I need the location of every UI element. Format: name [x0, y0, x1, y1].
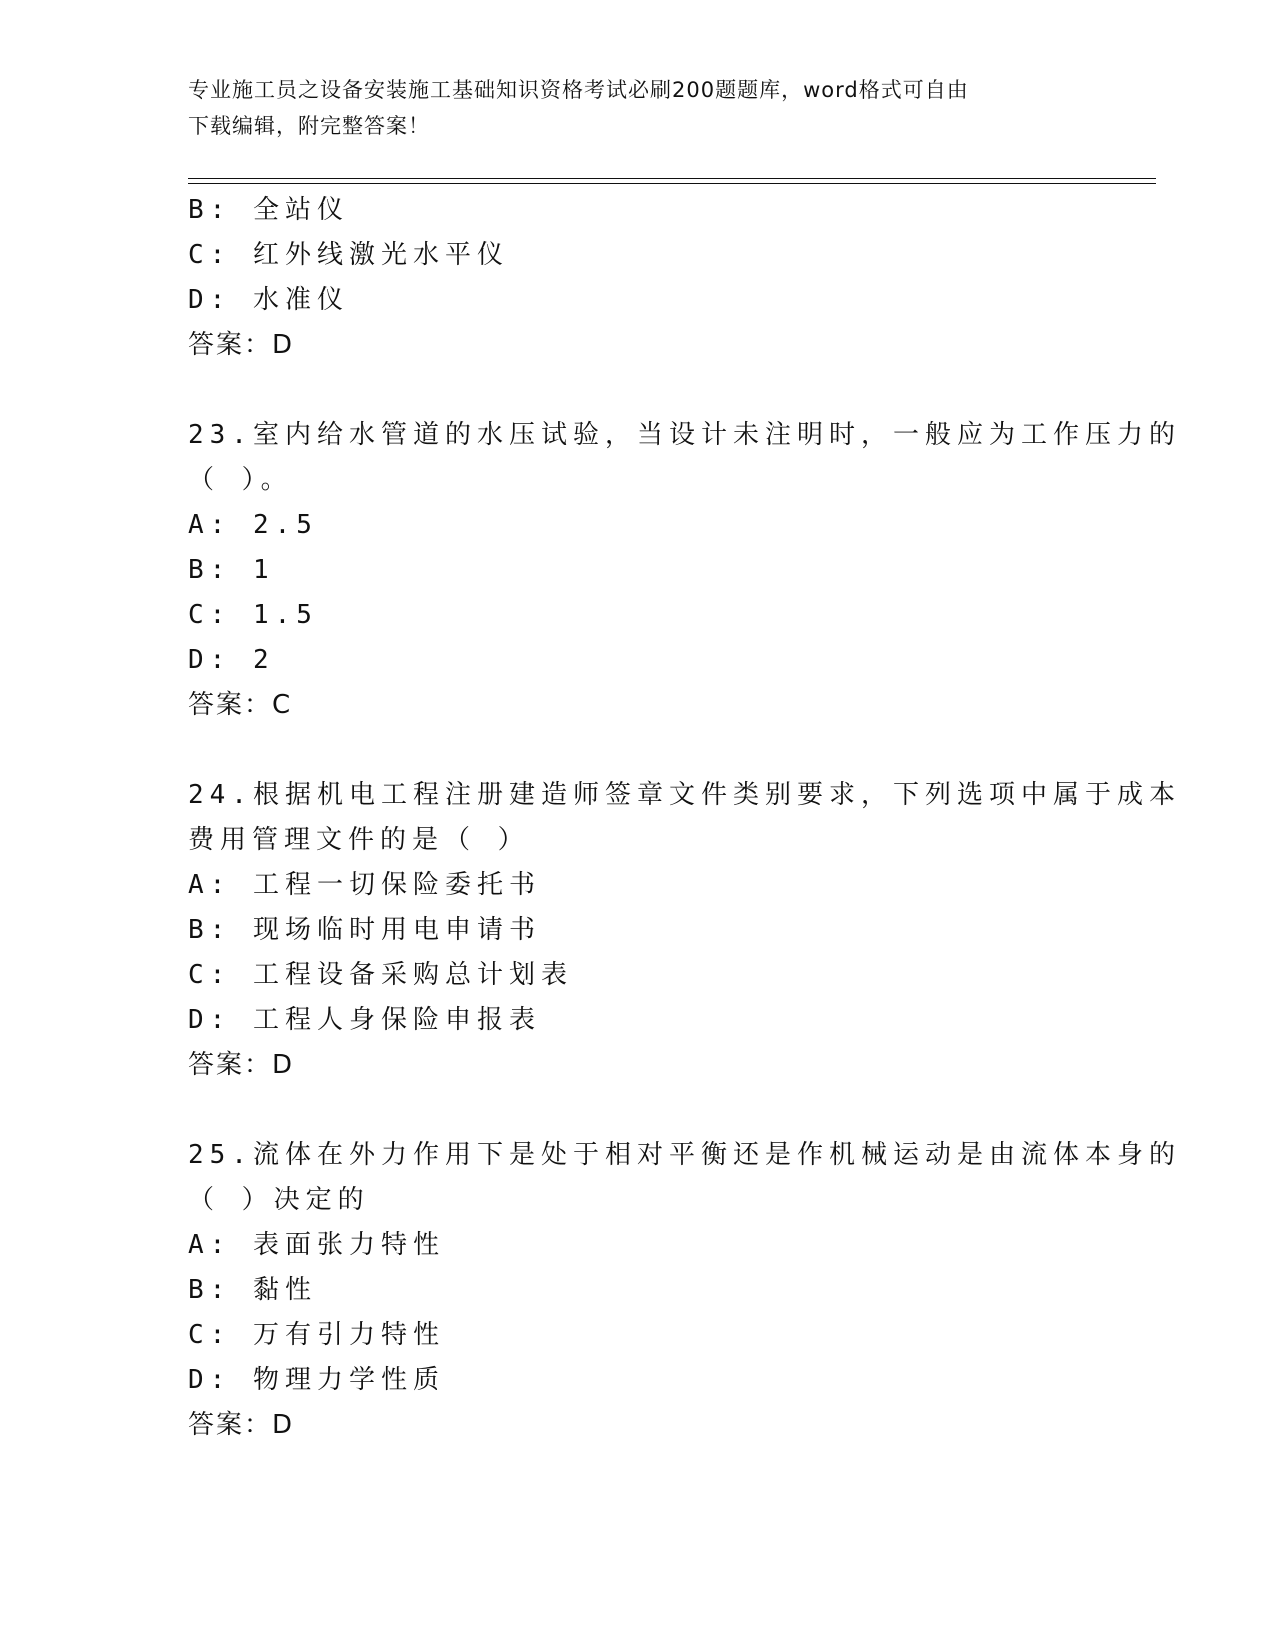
q24-stem-line-2: 费用管理文件的是（ ） — [188, 825, 530, 855]
header-title-line-2: 下载编辑，附完整答案！ — [188, 114, 430, 138]
q23-option-d: D: 2 — [188, 645, 275, 675]
q24-option-a: A: 工程一切保险委托书 — [188, 870, 541, 900]
q23-stem-line-2: （ ）。 — [188, 465, 293, 495]
q24-option-d: D: 工程人身保险申报表 — [188, 1005, 541, 1035]
q25-stem-line-1: 25.流体在外力作用下是处于相对平衡还是作机械运动是由流体本身的 — [188, 1140, 1181, 1170]
q24-option-b: B: 现场临时用电申请书 — [188, 915, 541, 945]
q25-option-b: B: 黏性 — [188, 1275, 317, 1305]
header-divider-top — [188, 178, 1156, 179]
q23-option-c: C: 1.5 — [188, 600, 318, 630]
q23-option-a: A: 2.5 — [188, 510, 318, 540]
q24-answer: 答案：D — [188, 1050, 295, 1080]
header-divider-bottom — [188, 183, 1156, 184]
q22-option-b: B: 全站仪 — [188, 195, 349, 225]
q22-option-d: D: 水准仪 — [188, 285, 349, 315]
q23-answer: 答案：C — [188, 690, 293, 720]
q25-option-c: C: 万有引力特性 — [188, 1320, 445, 1350]
q25-answer: 答案：D — [188, 1410, 295, 1440]
document-header — [188, 72, 1088, 144]
q23-option-b: B: 1 — [188, 555, 275, 585]
q24-stem-line-1: 24.根据机电工程注册建造师签章文件类别要求，下列选项中属于成本 — [188, 780, 1181, 810]
header-title-line-1: 专业施工员之设备安装施工基础知识资格考试必刷200题题库，word格式可自由 — [188, 78, 969, 102]
q23-stem-line-1: 23.室内给水管道的水压试验，当设计未注明时，一般应为工作压力的 — [188, 420, 1181, 450]
q22-answer: 答案：D — [188, 330, 295, 360]
q25-stem-line-2: （ ）决定的 — [188, 1185, 370, 1215]
q22-option-c: C: 红外线激光水平仪 — [188, 240, 509, 270]
q25-option-d: D: 物理力学性质 — [188, 1365, 445, 1395]
q25-option-a: A: 表面张力特性 — [188, 1230, 445, 1260]
q24-option-c: C: 工程设备采购总计划表 — [188, 960, 573, 990]
